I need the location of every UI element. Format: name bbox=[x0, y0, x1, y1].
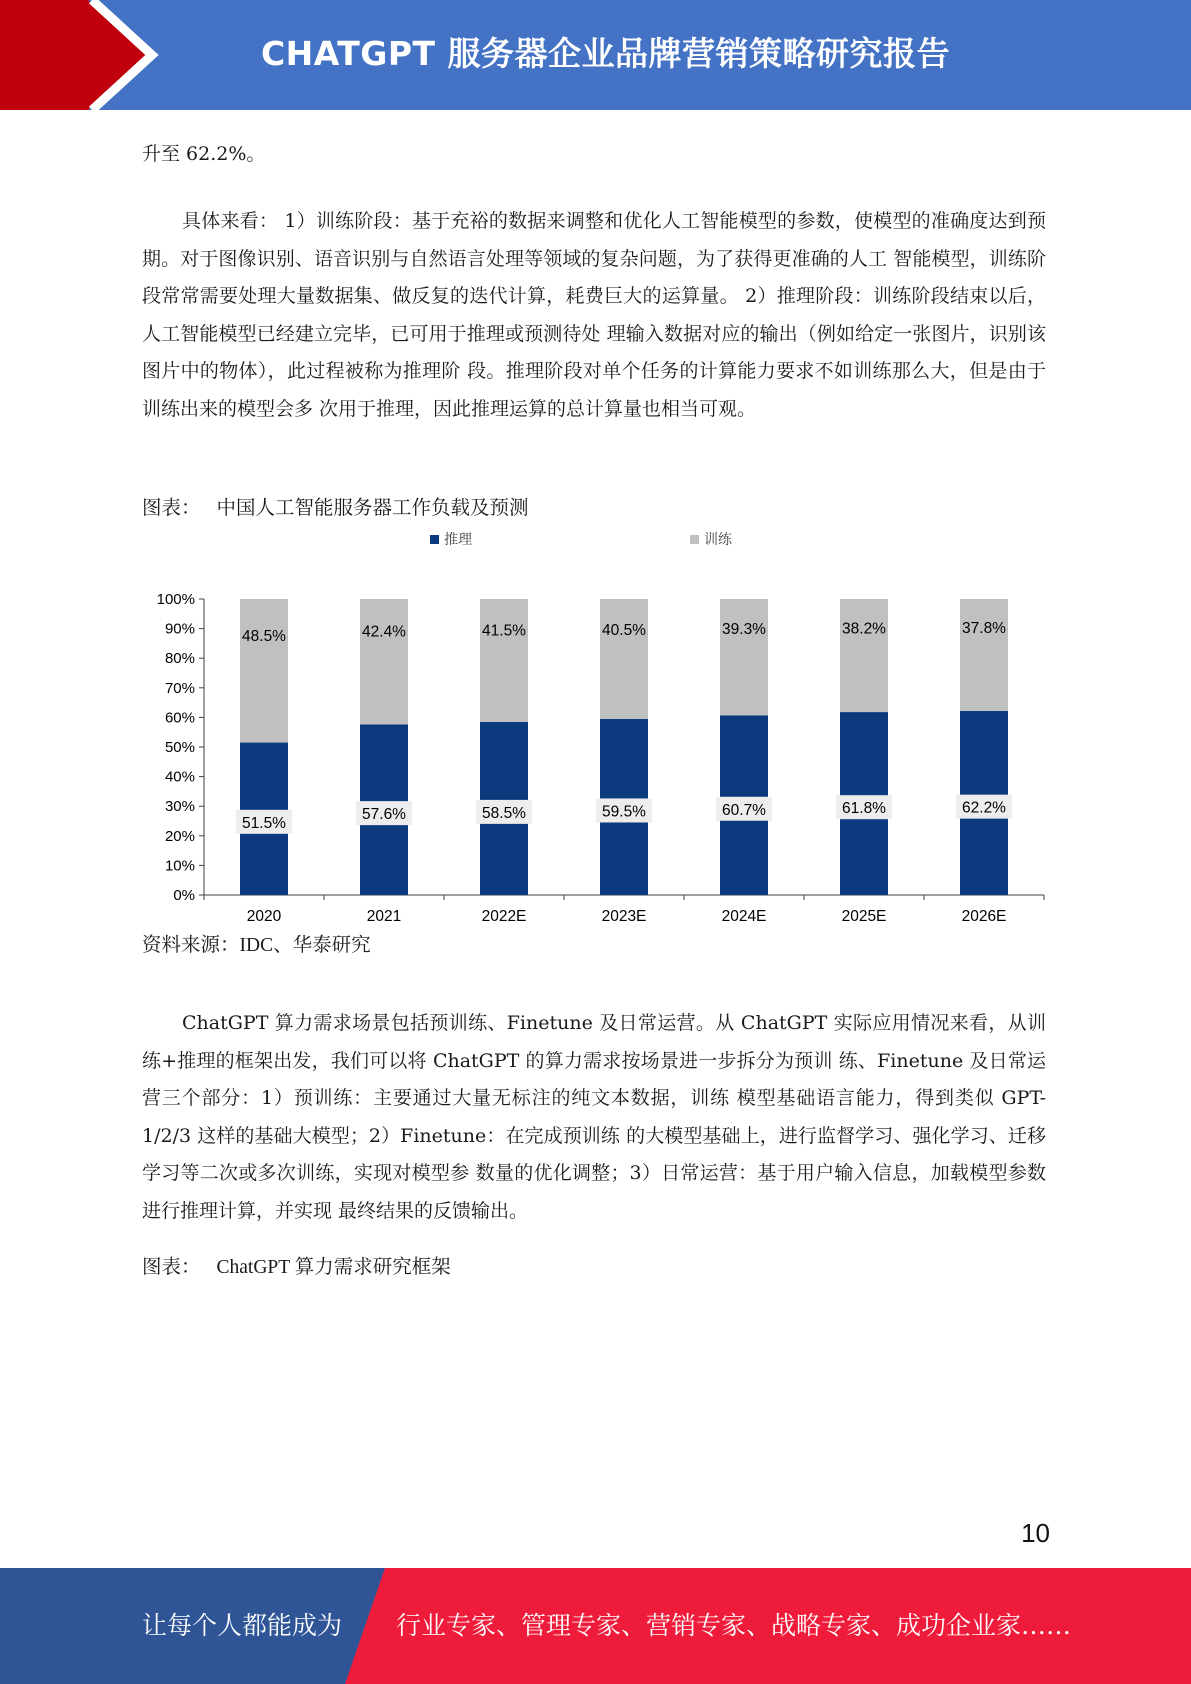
figure-2-title: ChatGPT 算力需求研究框架 bbox=[216, 1257, 451, 1278]
stacked-bar-chart bbox=[140, 520, 1060, 930]
bar-training bbox=[240, 599, 288, 743]
paragraph-training-inference: 具体来看： 1）训练阶段：基于充裕的数据来调整和优化人工智能模型的参数，使模型的准确度达到预 期。对于图像识别、语音识别与自然语言处理等领域的复杂问题，为了获得更准确的人工 智能模型，训练阶段常常需要处理大量数据集、做反复的迭代计算，耗费巨大的运算量。 2）推理阶段：训练阶段结束以后，人工智能模型已经建立完毕，已可用于推理或预测待处 理输入数据对应的输出（例如给定一张图片，识别该图片中的物体），此过程被称为推理阶 段。推理阶段对单个任务的计算能力要求不如训练那么大，但是由于训练出来的模型会多 次用于推理，因此推理运算的总计算量也相当可观。 bbox=[142, 210, 1046, 420]
data-label-training: 39.3% bbox=[722, 621, 766, 639]
x-category-label: 2024E bbox=[721, 908, 767, 925]
data-label-training: 42.4% bbox=[362, 623, 406, 641]
figure-1-caption bbox=[142, 495, 529, 523]
data-label-inference: 61.8% bbox=[842, 800, 886, 818]
y-tick-label: 0% bbox=[173, 887, 195, 904]
workload-chart bbox=[140, 520, 1060, 930]
figure-2-label: 图表： bbox=[142, 1257, 201, 1278]
data-label-training: 40.5% bbox=[602, 621, 646, 639]
page-footer bbox=[0, 1568, 1191, 1684]
bar-training bbox=[360, 599, 408, 725]
data-label-inference: 60.7% bbox=[722, 801, 766, 819]
figure-1-source: 资料来源：IDC、华泰研究 bbox=[142, 935, 371, 956]
y-tick-label: 30% bbox=[164, 798, 195, 816]
paragraph-intro-end: 升至 62.2%。 bbox=[142, 143, 266, 165]
x-category-label: 2025E bbox=[841, 908, 887, 925]
figure-2-caption bbox=[142, 1254, 451, 1282]
data-label-inference: 58.5% bbox=[482, 804, 526, 822]
y-tick-label: 70% bbox=[164, 679, 195, 697]
legend-swatch bbox=[430, 535, 439, 544]
paragraph-chatgpt-compute: ChatGPT 算力需求场景包括预训练、Finetune 及日常运营。从 ChatGPT 实际应用情况来看，从训练+推理的框架出发，我们可以将 ChatGPT 的算力需求按场景进一步拆分为预训 练、Finetune 及日常运营三个部分：1）预训练：主要通过大量无标注的纯文本数据，训练 模型基础语言能力，得到类似 GPT-1/2/3 这样的基础大模型；2）Finetune：在完成预训练 的大模型基础上，进行监督学习、强化学习、迁移学习等二次或多次训练，实现对模型参 数量的优化调整；3）日常运营：基于用户输入信息，加载模型参数进行推理计算，并实现 最终结果的反馈输出。 bbox=[142, 1012, 1046, 1222]
data-label-inference: 59.5% bbox=[602, 803, 646, 821]
page-header bbox=[0, 0, 1191, 110]
footer-slogan-left: 让每个人都能成为 bbox=[142, 1611, 343, 1640]
data-label-training: 37.8% bbox=[962, 619, 1006, 637]
y-tick-label: 90% bbox=[164, 620, 195, 638]
bar-training bbox=[600, 599, 648, 719]
y-tick-label: 20% bbox=[164, 827, 195, 845]
footer-slogan-right: 行业专家、管理专家、营销专家、战略专家、成功企业家…… bbox=[396, 1611, 1072, 1640]
x-category-label: 2022E bbox=[481, 908, 527, 925]
page-number: 10 bbox=[1021, 1518, 1050, 1548]
x-category-label: 2020 bbox=[246, 908, 282, 925]
figure-1-label: 图表： bbox=[142, 498, 201, 519]
y-tick-label: 60% bbox=[164, 709, 195, 727]
x-category-label: 2026E bbox=[961, 908, 1007, 925]
report-title: CHATGPT 服务器企业品牌营销策略研究报告 bbox=[260, 34, 951, 73]
legend-swatch bbox=[690, 535, 699, 544]
y-tick-label: 50% bbox=[164, 739, 195, 756]
y-tick-label: 10% bbox=[164, 857, 195, 875]
bar-training bbox=[480, 599, 528, 722]
y-tick-label: 100% bbox=[156, 591, 195, 608]
data-label-inference: 57.6% bbox=[362, 806, 406, 824]
figure-1-title: 中国人工智能服务器工作负载及预测 bbox=[216, 498, 529, 519]
y-tick-label: 40% bbox=[164, 768, 195, 786]
bar-training bbox=[960, 599, 1008, 711]
data-label-training: 48.5% bbox=[242, 627, 286, 645]
bar-training bbox=[720, 599, 768, 715]
y-tick-label: 80% bbox=[164, 650, 195, 668]
legend-label: 推理 bbox=[444, 531, 472, 547]
data-label-inference: 62.2% bbox=[962, 799, 1006, 817]
data-label-training: 41.5% bbox=[482, 622, 526, 640]
bar-training bbox=[840, 599, 888, 712]
legend-label: 训练 bbox=[704, 531, 732, 547]
data-label-inference: 51.5% bbox=[242, 814, 286, 832]
x-category-label: 2021 bbox=[366, 908, 402, 925]
x-category-label: 2023E bbox=[601, 908, 647, 925]
data-label-training: 38.2% bbox=[842, 620, 886, 638]
